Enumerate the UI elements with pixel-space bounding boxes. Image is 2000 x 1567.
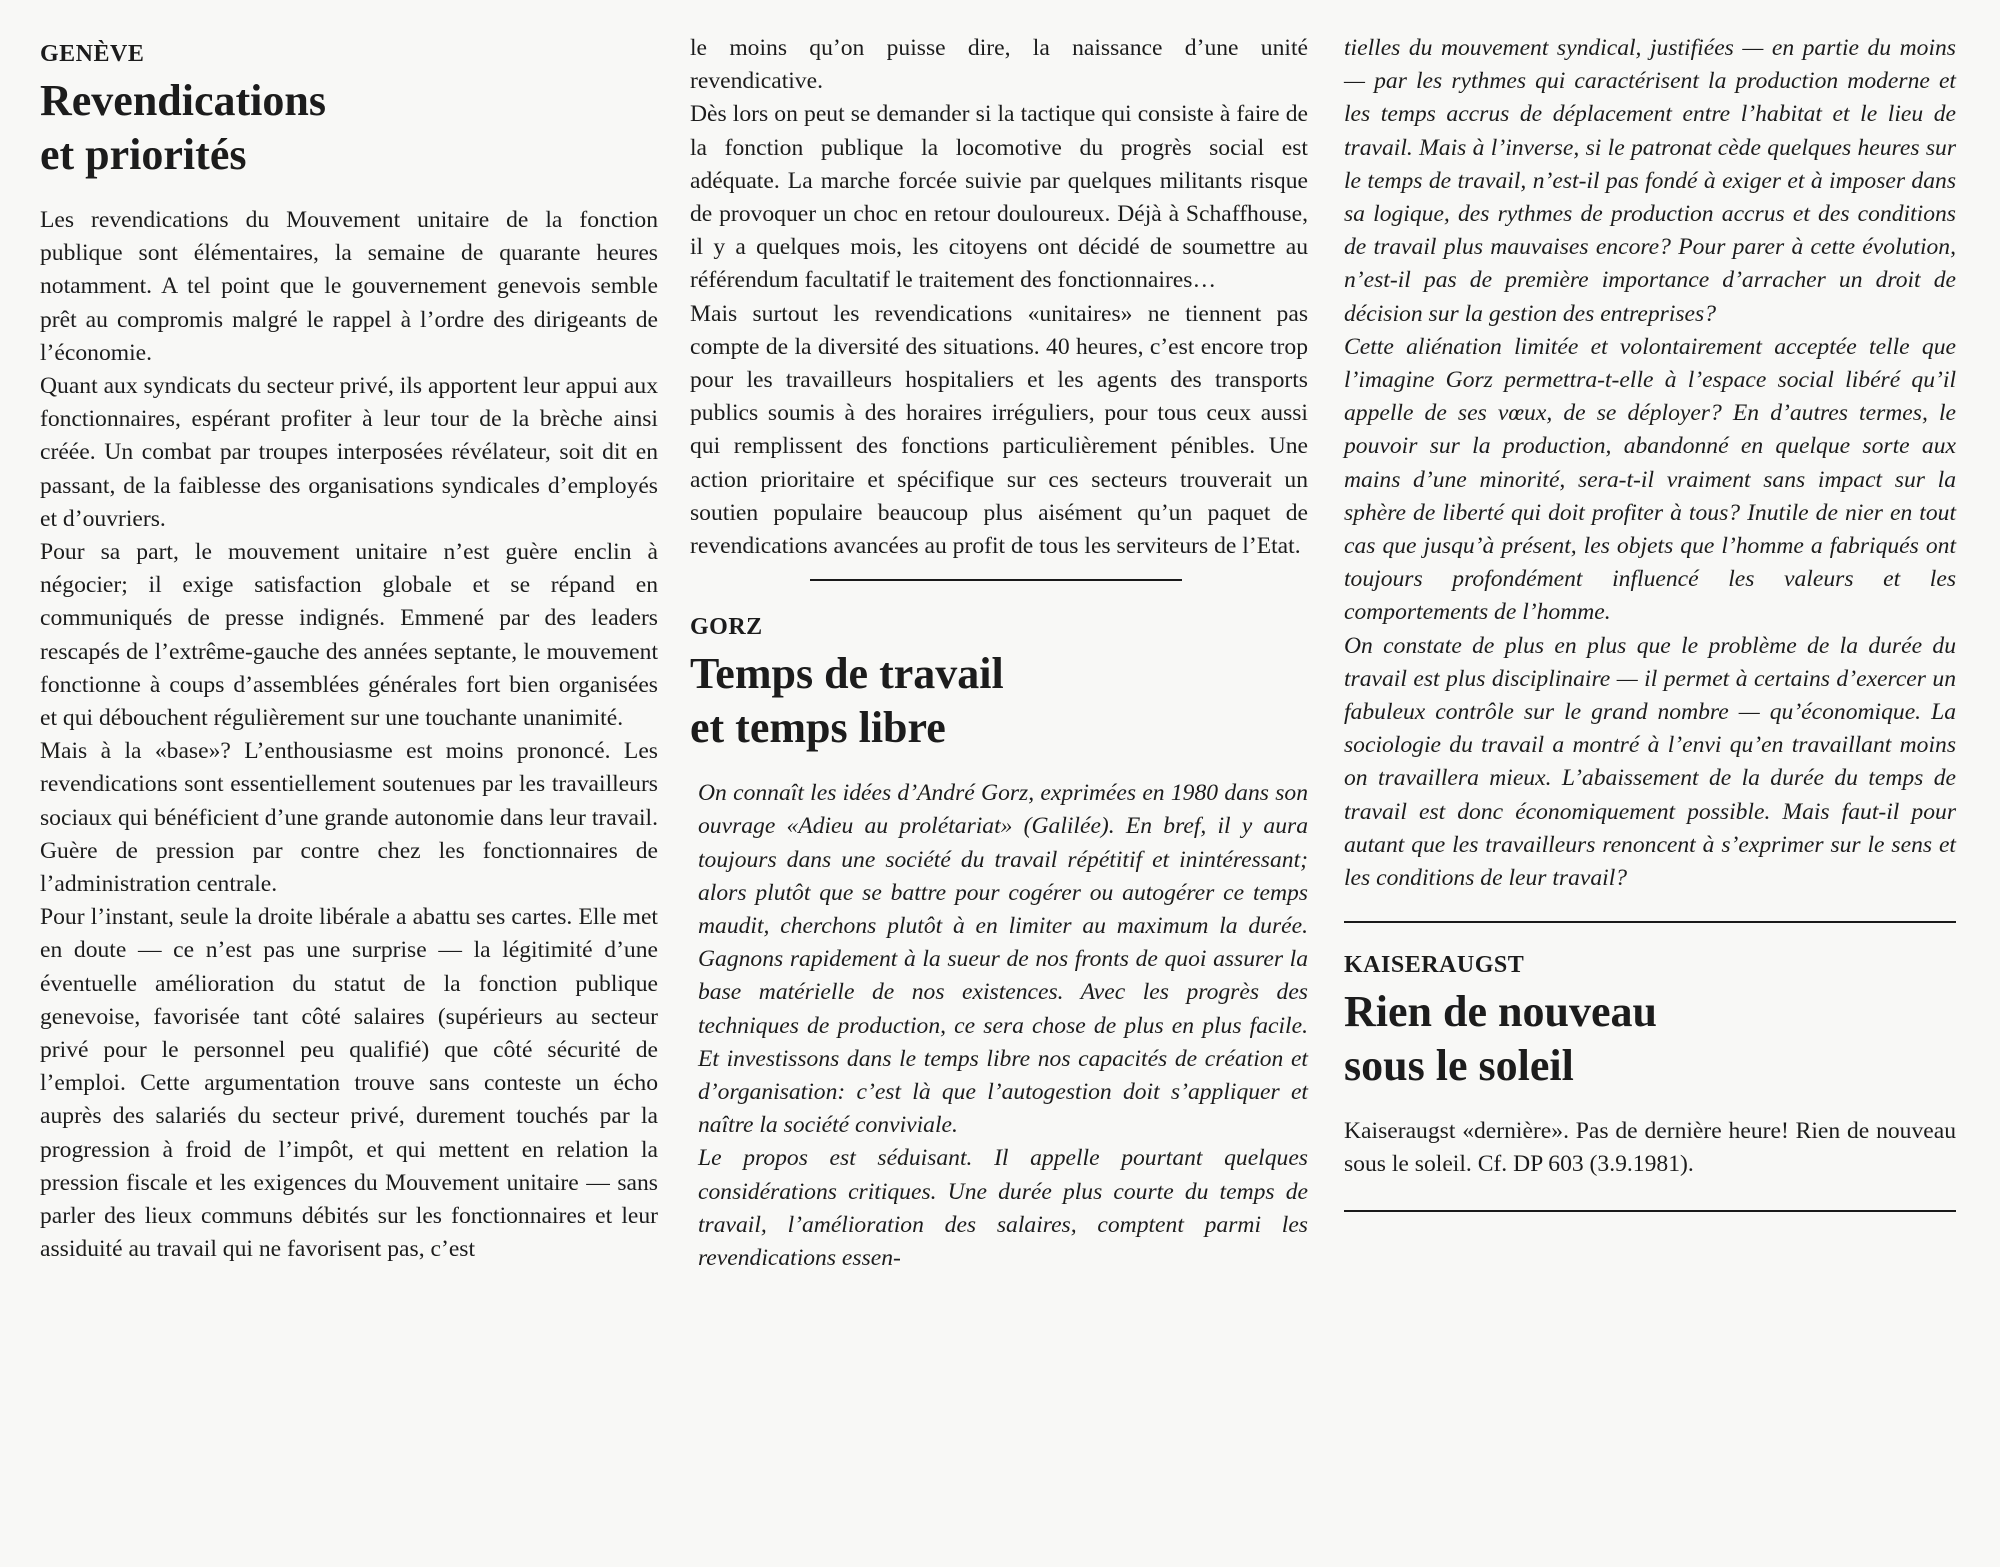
paragraph: Kaiseraugst «dernière». Pas de dernière heure! Rien de nouveau sous le soleil. Cf. DP 603 (3.9.1981).	[1344, 1118, 1956, 1178]
article-body-geneve	[40, 204, 658, 1267]
paragraph: On connaît les idées d’André Gorz, exprimées en 1980 dans son ouvrage «Adieu au prolétariat» (Galilée). En bref, il y aura toujours dans une société du travail répétitif et inintéressant; alors plutôt que se battre pour cogérer ou autogérer ce temps maudit, cherchons plutôt à en limiter au maximum la durée. Gagnons rapidement à la sueur de nos fronts de quoi assurer la base matérielle de nos existences. Avec les progrès des techniques de production, ce sera chose de plus en plus facile. Et investissons dans le temps libre nos capacités de création et d’organisation: c’est là que l’autogestion doit s’appliquer et naître la société conviviale.	[698, 780, 1308, 1139]
paragraph: Mais à la «base»? L’enthousiasme est moins prononcé. Les revendications sont essentiellement soutenues par les travailleurs sociaux qui bénéficient d’une grande autonomie dans leur travail. Guère de pression par contre chez les fonctionnaires de l’administration centrale.	[40, 738, 658, 898]
paragraph: Dès lors on peut se demander si la tactique qui consiste à faire de la fonction publique la locomotive du progrès social est adéquate. La marche forcée suivie par quelques militants risque de provoquer un choc en retour douloureux. Déjà à Schaffhouse, il y a quelques mois, les citoyens ont décidé de soumettre au référendum facultatif le traitement des fonctionnaires…	[690, 101, 1308, 294]
article-headline-kaiseraugst	[1344, 985, 1956, 1093]
article-headline-gorz	[690, 647, 1308, 755]
paragraph: Les revendications du Mouvement unitaire de la fonction publique sont élémentaires, la semaine de quarante heures notamment. A tel point que le gouvernement genevois semble prêt au compromis malgré le rappel à l’ordre des dirigeants de l’économie.	[40, 207, 658, 366]
article-body-gorz	[698, 777, 1308, 1275]
paragraph: Pour sa part, le mouvement unitaire n’est guère enclin à négocier; il exige satisfaction globale et se répand en communiqués de presse indignés. Emmené par des leaders rescapés de l’extrême-gauche des années septante, le mouvement fonctionne à coups d’assemblées générales fort bien organisées et qui débouchent régulièrement sur une touchante unanimité.	[40, 539, 658, 732]
paragraph: On constate de plus en plus que le problème de la durée du travail est plus disciplinaire — il permet à certains d’exercer un fabuleux contrôle sur le grand nombre — qu’économique. La sociologie du travail a montré à l’envi qu’en travaillant moins on travaillera mieux. L’abaissement de la durée du temps de travail est donc économiquement possible. Mais faut-il pour autant que les travailleurs renoncent à s’exprimer sur le sens et les conditions de leur travail?	[1344, 632, 1956, 892]
article-body-geneve-continued	[690, 32, 1308, 563]
paragraph: le moins qu’on puisse dire, la naissance d’une unité revendicative.	[690, 35, 1308, 95]
article-divider	[1344, 1210, 1956, 1212]
article-headline-geneve	[40, 74, 658, 182]
article-kicker-kaiseraugst: KAISERAUGST	[1344, 952, 1525, 979]
paragraph: Le propos est séduisant. Il appelle pourtant quelques considérations critiques. Une durée plus courte du temps de travail, l’amélioration des salaires, comptent parmi les revendications essen-	[698, 1145, 1308, 1272]
headline-line: Temps de travail	[690, 649, 1004, 699]
paragraph: Mais surtout les revendications «unitaires» ne tiennent pas compte de la diversité des situations. 40 heures, c’est encore trop pour les travailleurs hospitaliers et les agents des transports publics soumis à des horaires irréguliers, pour tous ceux aussi qui remplissent des fonctions particulièrement pénibles. Une action prioritaire et spécifique sur ces secteurs trouverait un soutien populaire beaucoup plus aisément qu’un paquet de revendications avancées au profit de tous les serviteurs de l’Etat.	[690, 300, 1308, 560]
headline-line: Revendications	[40, 76, 326, 125]
article-divider	[1344, 921, 1956, 923]
column-3	[1344, 32, 1956, 1212]
article-body-gorz-continued	[1344, 32, 1956, 895]
article-divider	[810, 579, 1182, 581]
headline-line: et priorités	[40, 130, 247, 179]
paragraph: Cette aliénation limitée et volontairement acceptée telle que l’imagine Gorz permettra-t-elle à l’espace social libéré qu’il appelle de ses vœux, de se déployer? En d’autres termes, le pouvoir sur la production, abandonné en quelque sorte aux mains d’une minorité, sera-t-il vraiment sans impact sur la sphère de liberté qui doit profiter à tous? Inutile de nier en tout cas que jusqu’à présent, les objets que l’homme a fabriqués ont toujours profondément influencé les valeurs et les comportements de l’homme.	[1344, 333, 1956, 626]
paragraph: Pour l’instant, seule la droite libérale a abattu ses cartes. Elle met en doute — ce n’est pas une surprise — la légitimité d’une éventuelle amélioration du statut de la fonction publique genevoise, favorisée tant côté salaires (supérieurs au secteur privé pour le personnel peu qualifié) que côté sécurité de l’emploi. Cette argumentation trouve sans conteste un écho auprès des salariés du secteur privé, durement touchés par la progression à froid de l’impôt, et qui mettent en relation la pression fiscale et les exigences du Mouvement unitaire — sans parler des lieux communs débités sur les fonctionnaires et leur assiduité au travail qui ne favorisent pas, c’est	[40, 904, 658, 1263]
article-kicker-geneve: GENÈVE	[40, 41, 145, 67]
article-kicker-gorz: GORZ	[690, 614, 763, 641]
headline-line: et temps libre	[690, 703, 946, 753]
column-1	[40, 32, 658, 1267]
paragraph: Quant aux syndicats du secteur privé, ils apportent leur appui aux fonctionnaires, espérant profiter à leur tour de la brèche ainsi créée. Un combat par troupes interposées révélateur, soit dit en passant, de la faiblesse des organisations syndicales d’employés et d’ouvriers.	[40, 373, 658, 532]
paragraph: tielles du mouvement syndical, justifiées — en partie du moins — par les rythmes qui caractérisent la production moderne et les temps accrus de déplacement entre l’habitat et le lieu de travail. Mais à l’inverse, si le patronat cède quelques heures sur le temps de travail, n’est-il pas fondé à exiger et à imposer dans sa logique, des rythmes de production accrus et des conditions de travail plus mauvaises encore? Pour parer à cette évolution, n’est-il pas de première importance d’arracher un droit de décision sur la gestion des entreprises?	[1344, 35, 1956, 327]
column-2	[690, 32, 1308, 1275]
headline-line: sous le soleil	[1344, 1041, 1574, 1091]
headline-line: Rien de nouveau	[1344, 987, 1657, 1037]
article-body-kaiseraugst	[1344, 1115, 1956, 1181]
